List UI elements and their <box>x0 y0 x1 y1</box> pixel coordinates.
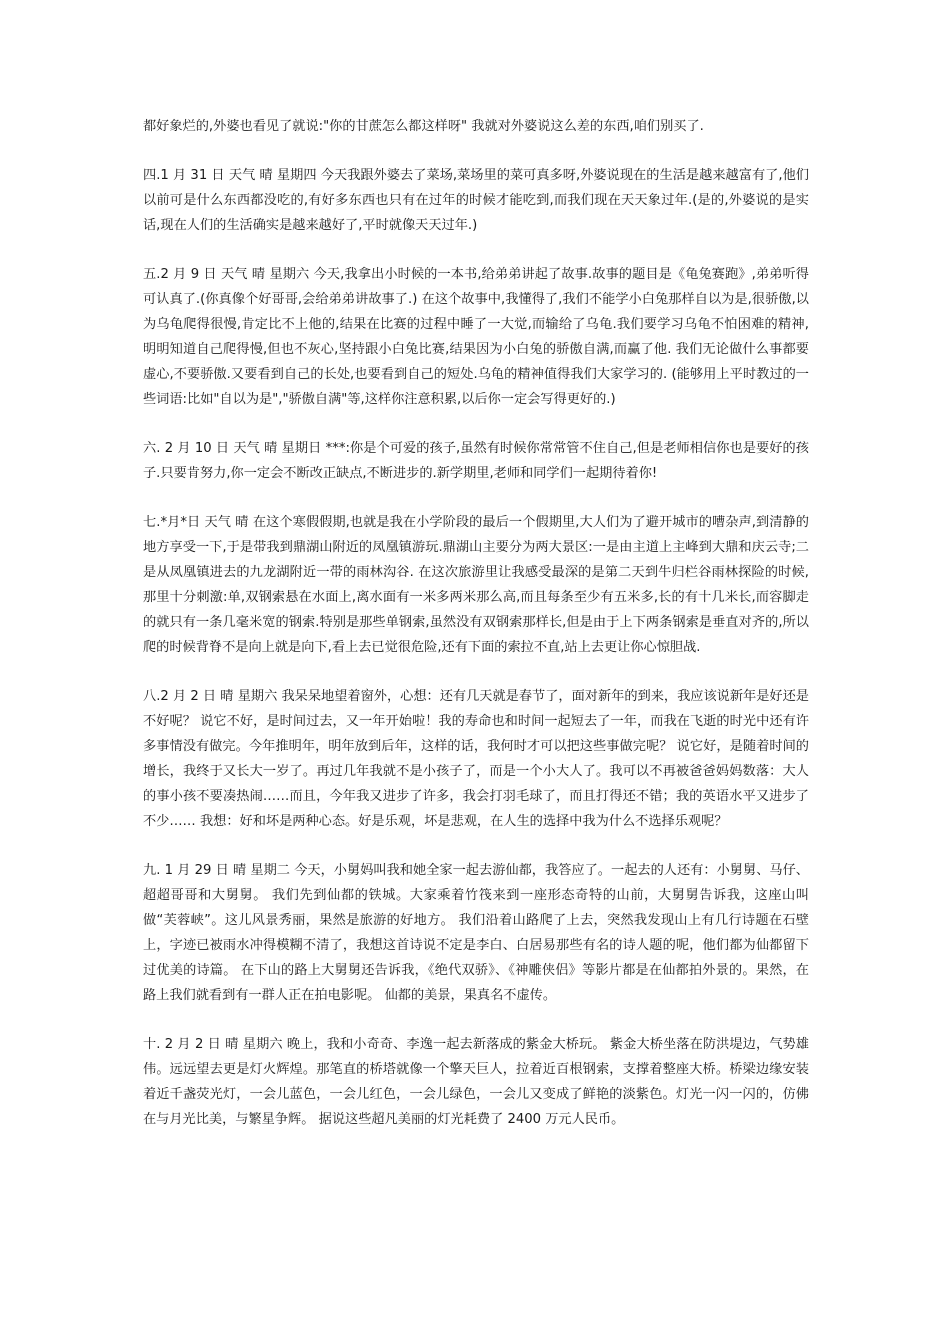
paragraph-entry-5: 五.2 月 9 日 天气 晴 星期六 今天,我拿出小时候的一本书,给弟弟讲起了故事.故事的题目是《龟兔赛跑》,弟弟听得可认真了.(你真像个好哥哥,会给弟弟讲故事了.) 在这个故事中,我懂得了,我们不能学小白兔那样自以为是,很骄傲,以为乌龟爬得很慢,肯定比不上他的,结果在比赛的过程中睡了一大觉,而输给了乌龟.我们要学习乌龟不怕困难的精神,明明知道自己爬得慢,但也不灰心,坚持跟小白兔比赛,结果因为小白兔的骄傲自满,而赢了他. 我们无论做什么事都要虚心,不要骄傲.又要看到自己的长处,也要看到自己的短处.乌龟的精神值得我们大家学习的. (能够用上平时教过的一些词语:比如"自以为是","骄傲自满"等,这样你注意积累,以后你一定会写得更好的.) <box>143 267 809 407</box>
paragraph-entry-7: 七.*月*日 天气 晴 在这个寒假假期,也就是我在小学阶段的最后一个假期里,大人们为了避开城市的嘈杂声,到清静的地方享受一下,于是带我到鼎湖山附近的凤凰镇游玩.鼎湖山主要分为两大景区:一是由主道上主峰到大鼎和庆云寺;二是从凤凰镇进去的九龙湖附近一带的雨林沟谷. 在这次旅游里让我感受最深的是第二天到牛归栏谷雨林探险的时候,那里十分刺激:单,双钢索悬在水面上,离水面有一米多两米那么高,而且每条至少有五米多,长的有十几米长,而容脚走的就只有一条几毫米宽的钢索.特别是那些单钢索,虽然没有双钢索那样长,但是由于上下两条钢索是垂直对齐的,所以爬的时候背脊不是向上就是向下,看上去已觉很危险,还有下面的索拉不直,站上去更让你心惊胆战. <box>143 515 809 655</box>
document-page <box>143 114 809 1156</box>
paragraph-entry-6: 六. 2 月 10 日 天气 晴 星期日 ***:你是个可爱的孩子,虽然有时候你常常管不住自己,但是老师相信你也是要好的孩子.只要肯努力,你一定会不断改正缺点,不断进步的.新学期里,老师和同学们一起期待着你! <box>143 441 809 481</box>
paragraph-entry-10: 十. 2 月 2 日 晴 星期六 晚上，我和小奇奇、李逸一起去新落成的紫金大桥玩。 紫金大桥坐落在防洪堤边，气势雄伟。远远望去更是灯火辉煌。那笔直的桥塔就像一个擎天巨人，拉着近百根钢索，支撑着整座大桥。桥梁边缘安装着近千盏荧光灯，一会儿蓝色，一会儿红色，一会儿绿色，一会儿又变成了鲜艳的淡紫色。灯光一闪一闪的，仿佛在与月光比美，与繁星争辉。 据说这些超凡美丽的灯光耗费了 2400 万元人民币。 <box>143 1037 809 1127</box>
paragraph-entry-4: 四.1 月 31 日 天气 晴 星期四 今天我跟外婆去了菜场,菜场里的菜可真多呀,外婆说现在的生活是越来越富有了,他们以前可是什么东西都没吃的,有好多东西也只有在过年的时候才能吃到,而我们现在天天象过年.(是的,外婆说的是实话,现在人们的生活确实是越来越好了,平时就像天天过年.) <box>143 168 809 233</box>
paragraph-intro: 都好象烂的,外婆也看见了就说:"你的甘蔗怎么都这样呀" 我就对外婆说这么差的东西,咱们别买了. <box>143 119 704 134</box>
paragraph-entry-8: 八.2 月 2 日 晴 星期六 我呆呆地望着窗外，心想：还有几天就是春节了，面对新年的到来，我应该说新年是好还是不好呢？ 说它不好，是时间过去，又一年开始啦！我的寿命也和时间一起短去了一年，而我在飞逝的时光中还有许多事情没有做完。今年推明年，明年放到后年，这样的话，我何时才可以把这些事做完呢？ 说它好，是随着时间的增长，我终于又长大一岁了。再过几年我就不是小孩子了，而是一个小大人了。我可以不再被爸爸妈妈数落：大人的事小孩不要凑热闹……而且，今年我又进步了许多，我会打羽毛球了，而且打得还不错；我的英语水平又进步了不少…… 我想：好和坏是两种心态。好是乐观，坏是悲观，在人生的选择中我为什么不选择乐观呢？ <box>143 689 809 829</box>
paragraph-entry-9: 九. 1 月 29 日 晴 星期二 今天，小舅妈叫我和她全家一起去游仙都，我答应了。一起去的人还有：小舅舅、马仔、超超哥哥和大舅舅。 我们先到仙都的铁城。大家乘着竹筏来到一座形态奇特的山前，大舅舅告诉我，这座山叫做“芙蓉峡”。这儿风景秀丽，果然是旅游的好地方。 我们沿着山路爬了上去，突然我发现山上有几行诗题在石壁上，字迹已被雨水冲得模糊不清了，我想这首诗说不定是李白、白居易那些有名的诗人题的呢，他们都为仙都留下过优美的诗篇。 在下山的路上大舅舅还告诉我，《绝代双骄》、《神雕侠侣》等影片都是在仙都拍外景的。果然，在路上我们就看到有一群人正在拍电影呢。 仙都的美景，果真名不虚传。 <box>143 863 809 1003</box>
